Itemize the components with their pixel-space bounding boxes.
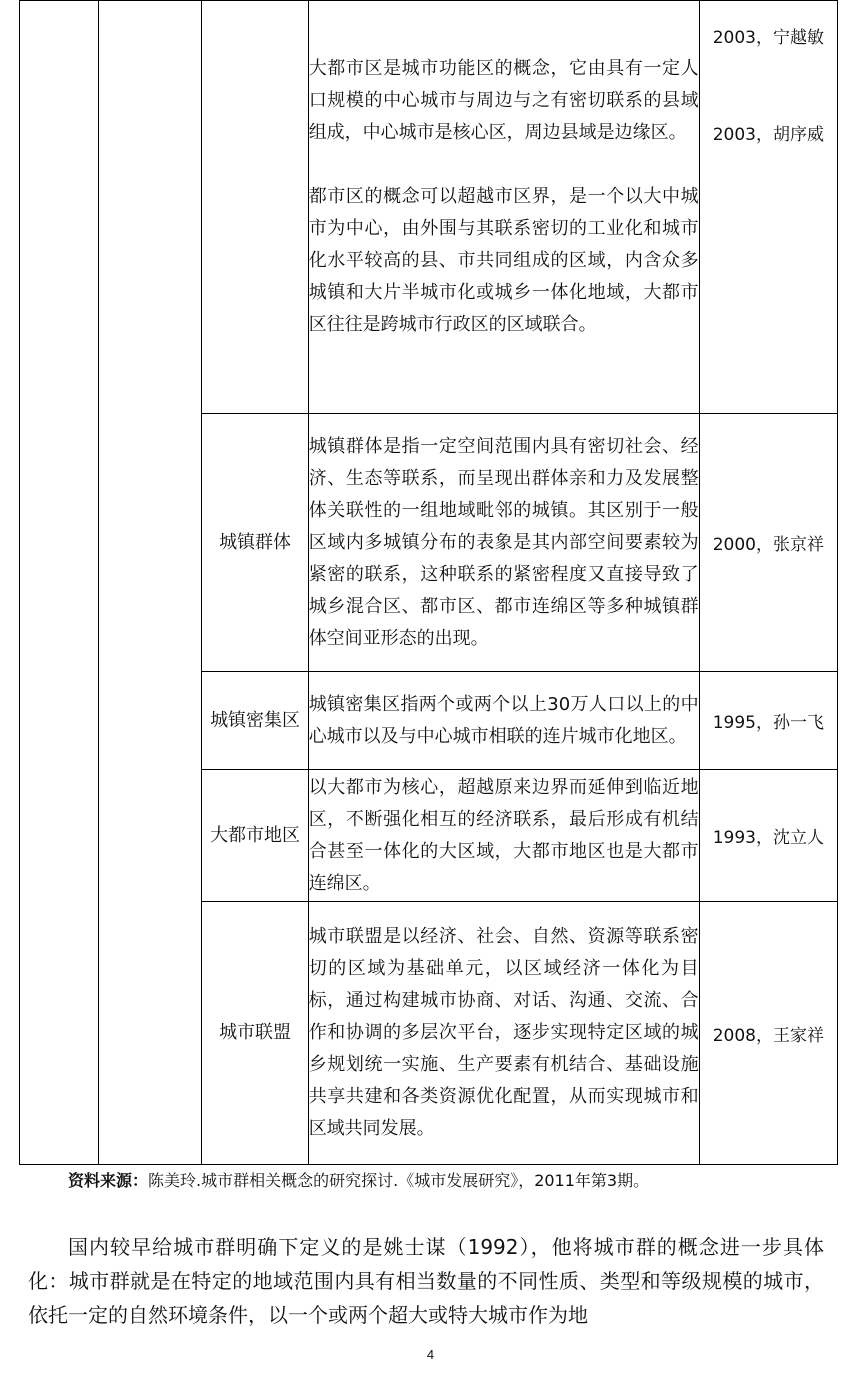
- source-cell: 2000，张京祥: [699, 414, 837, 672]
- definition-text: 大都市区是城市功能区的概念，它由具有一定人口规模的中心城市与周边与之有密切联系的县域组成，中心城市是核心区，周边县域是边缘区。: [308, 58, 699, 143]
- term-cell: 城镇群体: [202, 414, 308, 672]
- source-text: 2003，胡序威: [712, 125, 824, 145]
- table-row: [20, 1, 838, 414]
- definition-cell: 城镇群体是指一定空间范围内具有密切社会、经济、生态等联系，而呈现出群体亲和力及发展整体关联性的一组地域毗邻的城镇。其区别于一般区域内多城镇分布的表象是其内部空间要素较为紧密的联系，这种联系的紧密程度又直接导致了城乡混合区、都市区、都市连绵区等多种城镇群体空间亚形态的出现。: [308, 414, 699, 672]
- term-cell: 城市联盟: [202, 902, 308, 1165]
- source-note: [68, 1168, 649, 1191]
- concept-table: [19, 0, 838, 1165]
- source-cell: 1993，沈立人: [699, 770, 837, 902]
- table-cell-empty: [99, 1, 202, 1165]
- source-cell: 1995，孙一飞: [699, 672, 837, 770]
- table-cell-empty: [20, 1, 99, 1165]
- definition-cell: 城镇密集区指两个或两个以上30万人口以上的中心城市以及与中心城市相联的连片城市化地区。: [308, 672, 699, 770]
- definition-cell: 以大都市为核心，超越原来边界而延伸到临近地区，不断强化相互的经济联系，最后形成有机结合甚至一体化的大区域，大都市地区也是大都市连绵区。: [308, 770, 699, 902]
- source-note-label: 资料来源：: [68, 1171, 149, 1190]
- definition-cell: 城市联盟是以经济、社会、自然、资源等联系密切的区域为基础单元，以区域经济一体化为目标，通过构建城市协商、对话、沟通、交流、合作和协调的多层次平台，逐步实现特定区域的城乡规划统一实施、生产要素有机结合、基础设施共享共建和各类资源优化配置，从而实现城市和区域共同发展。: [308, 902, 699, 1165]
- source-cell: [699, 1, 837, 414]
- definition-text: 都市区的概念可以超越市区界，是一个以大中城市为中心，由外围与其联系密切的工业化和城市化水平较高的县、市共同组成的区域，内含众多城镇和大片半城市化或城乡一体化地域，大都市区往往是跨城市行政区的区域联合。: [308, 186, 699, 335]
- term-cell: 城镇密集区: [202, 672, 308, 770]
- body-text: [28, 1230, 824, 1332]
- body-paragraph: 国内较早给城市群明确下定义的是姚士谋（1992），他将城市群的概念进一步具体化：城市群就是在特定的地域范围内具有相当数量的不同性质、类型和等级规模的城市，依托一定的自然环境条件，以一个或两个超大或特大城市作为地: [28, 1235, 824, 1327]
- page-number: 4: [426, 1347, 435, 1362]
- source-cell: 2008，王家祥: [699, 902, 837, 1165]
- definition-cell: [308, 1, 699, 414]
- source-text: 2003，宁越敏: [712, 28, 824, 48]
- table-cell-empty: [202, 1, 308, 414]
- term-cell: 大都市地区: [202, 770, 308, 902]
- source-note-text: 陈美玲.城市群相关概念的研究探讨.《城市发展研究》，2011年第3期。: [148, 1171, 650, 1190]
